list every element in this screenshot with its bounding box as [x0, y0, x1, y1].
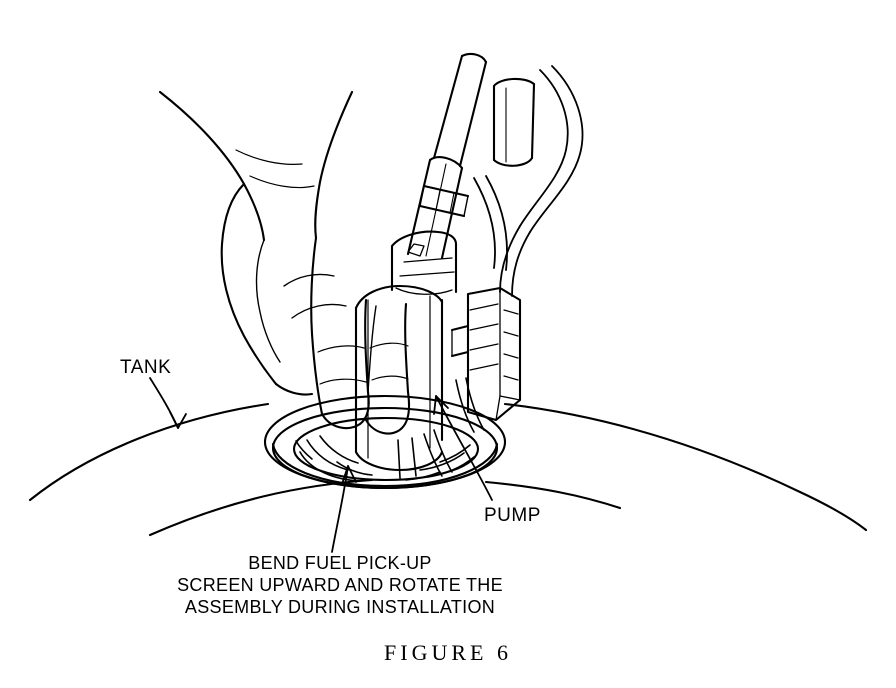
- secondary-cylinder: [494, 79, 534, 166]
- callout-caption: [140, 552, 540, 618]
- caption-line-1: BEND FUEL PICK-UP: [248, 553, 432, 573]
- fuel-pickup-screen: [296, 436, 474, 481]
- hand: [160, 92, 409, 434]
- label-tank: TANK: [120, 357, 172, 378]
- figure-title: FIGURE 6: [384, 640, 512, 665]
- caption-line-2: SCREEN UPWARD AND ROTATE THE: [177, 575, 503, 595]
- tank-outline: [30, 404, 866, 535]
- wiring-harness: [474, 66, 582, 296]
- label-pump: PUMP: [484, 505, 541, 526]
- supply-tube: [408, 54, 486, 258]
- electrical-connector: [452, 288, 520, 432]
- caption-line-3: ASSEMBLY DURING INSTALLATION: [184, 597, 496, 617]
